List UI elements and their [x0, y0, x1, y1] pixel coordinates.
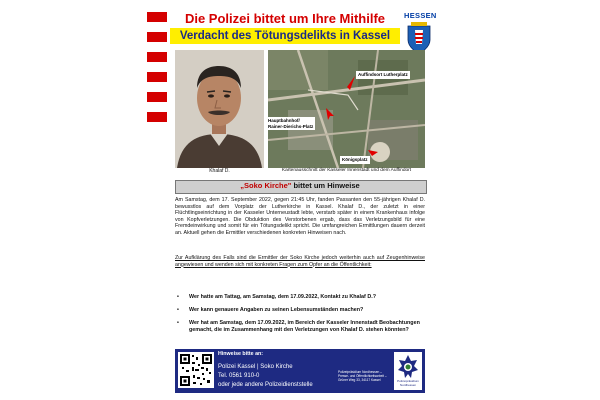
arrow-station-icon: [326, 108, 334, 120]
city-map: [268, 50, 425, 168]
bullet-icon: •: [177, 320, 179, 326]
bullet-icon: •: [177, 307, 179, 313]
qr-code-icon: [178, 352, 214, 388]
hints-heading-rest: bittet um Hinweise: [291, 181, 360, 190]
person-portrait-icon: [175, 50, 264, 168]
question-item: [175, 320, 425, 333]
map-label-station-line1: Hauptbahnhof/: [268, 118, 300, 123]
map-label-found-location: Auffindsort Lutherplatz: [358, 72, 408, 77]
footer-contact-unit: Polizei Kassel | Soko Kirche: [218, 364, 293, 370]
police-logo: [394, 352, 422, 390]
hints-heading: [175, 181, 425, 190]
police-logo-text: Polizeipräsidium Nordhessen: [397, 379, 419, 387]
arrow-kings-square-icon: [368, 150, 378, 156]
red-arrow-icons: [268, 50, 425, 168]
poster-subtitle: Verdacht des Tötungsdelikts in Kassel: [170, 28, 400, 44]
photo-caption: Khalaf D.: [209, 168, 230, 174]
question-item: [175, 307, 425, 314]
map-caption: Kartenausschnitt der Kasseler Innenstadt und dem Auffindort: [281, 168, 412, 173]
question-text: Wer kann genauere Angaben zu seinen Lebensumständen machen?: [189, 307, 364, 313]
question-item: [175, 294, 425, 301]
footer-title: Hinweise bitte an:: [218, 351, 264, 357]
questions-intro: Zur Aufklärung des Falls sind die Ermittler der Soko Kirche jedoch weiterhin auch auf Zeugenhinweise angewiesen und wenden sich mit konkreten Fragen zum Opfer an die Öffentlichkeit:: [175, 255, 425, 268]
decorative-stripes: [147, 12, 167, 132]
victim-photo: [175, 50, 264, 168]
footer-alternative: oder jede andere Polizeidienststelle: [218, 382, 313, 388]
arrow-found-location-icon: [347, 76, 355, 90]
bullet-icon: •: [177, 294, 179, 300]
hints-heading-quoted: „Soko Kirche": [240, 181, 292, 190]
map-label-kings-square: Königsplatz: [342, 157, 368, 162]
question-text: Wer hat am Samstag, dem 17.09.2022, im Bereich der Kasseler Innenstadt Beobachtungen gemacht, die im Zusammenhang mit den Verletzungen von Khalaf D. stehen könnten?: [189, 320, 420, 333]
question-text: Wer hatte am Tattag, am Samstag, dem 17.09.2022, Kontakt zu Khalaf D.?: [189, 294, 377, 300]
map-label-station-line2: Rainer-Dierichs-Platz: [268, 123, 314, 129]
footer-phone[interactable]: Tel. 0561 910-0: [218, 373, 260, 379]
footer-small-print: Polizeipräsidium Nordhessen – Presse- und Öffentlichkeitsarbeit – Grüner Weg 33, 34117 Kassel: [338, 370, 387, 382]
qr-code[interactable]: [178, 352, 214, 388]
case-description: Am Samstag, dem 17. September 2022, gegen 21:45 Uhr, fanden Passanten den 55-jährigen Khalaf D. bewusstlos auf dem Vorplatz der Lutherkirche in Kassel. Khalaf D., der zuletzt in einer Flüchtlingseinrichtung in der Kasseler Unterneustadt lebte, verstarb später in einem Krankenhaus infolge von Kopfverletzungen. Die Obduktion des Verstorbenen ergab, dass das Verletzungsbild für eine Fremdeinwirkung und somit für ein Tötungsdelikt spricht. Die umfangreichen Ermittlungen dauern derzeit an. Aktuell gehen die Ermittler verschiedenen konkreten Hinweisen nach.: [175, 197, 425, 236]
poster-title: Die Polizei bittet um Ihre Mithilfe: [184, 11, 386, 26]
state-label: HESSEN: [404, 11, 437, 20]
